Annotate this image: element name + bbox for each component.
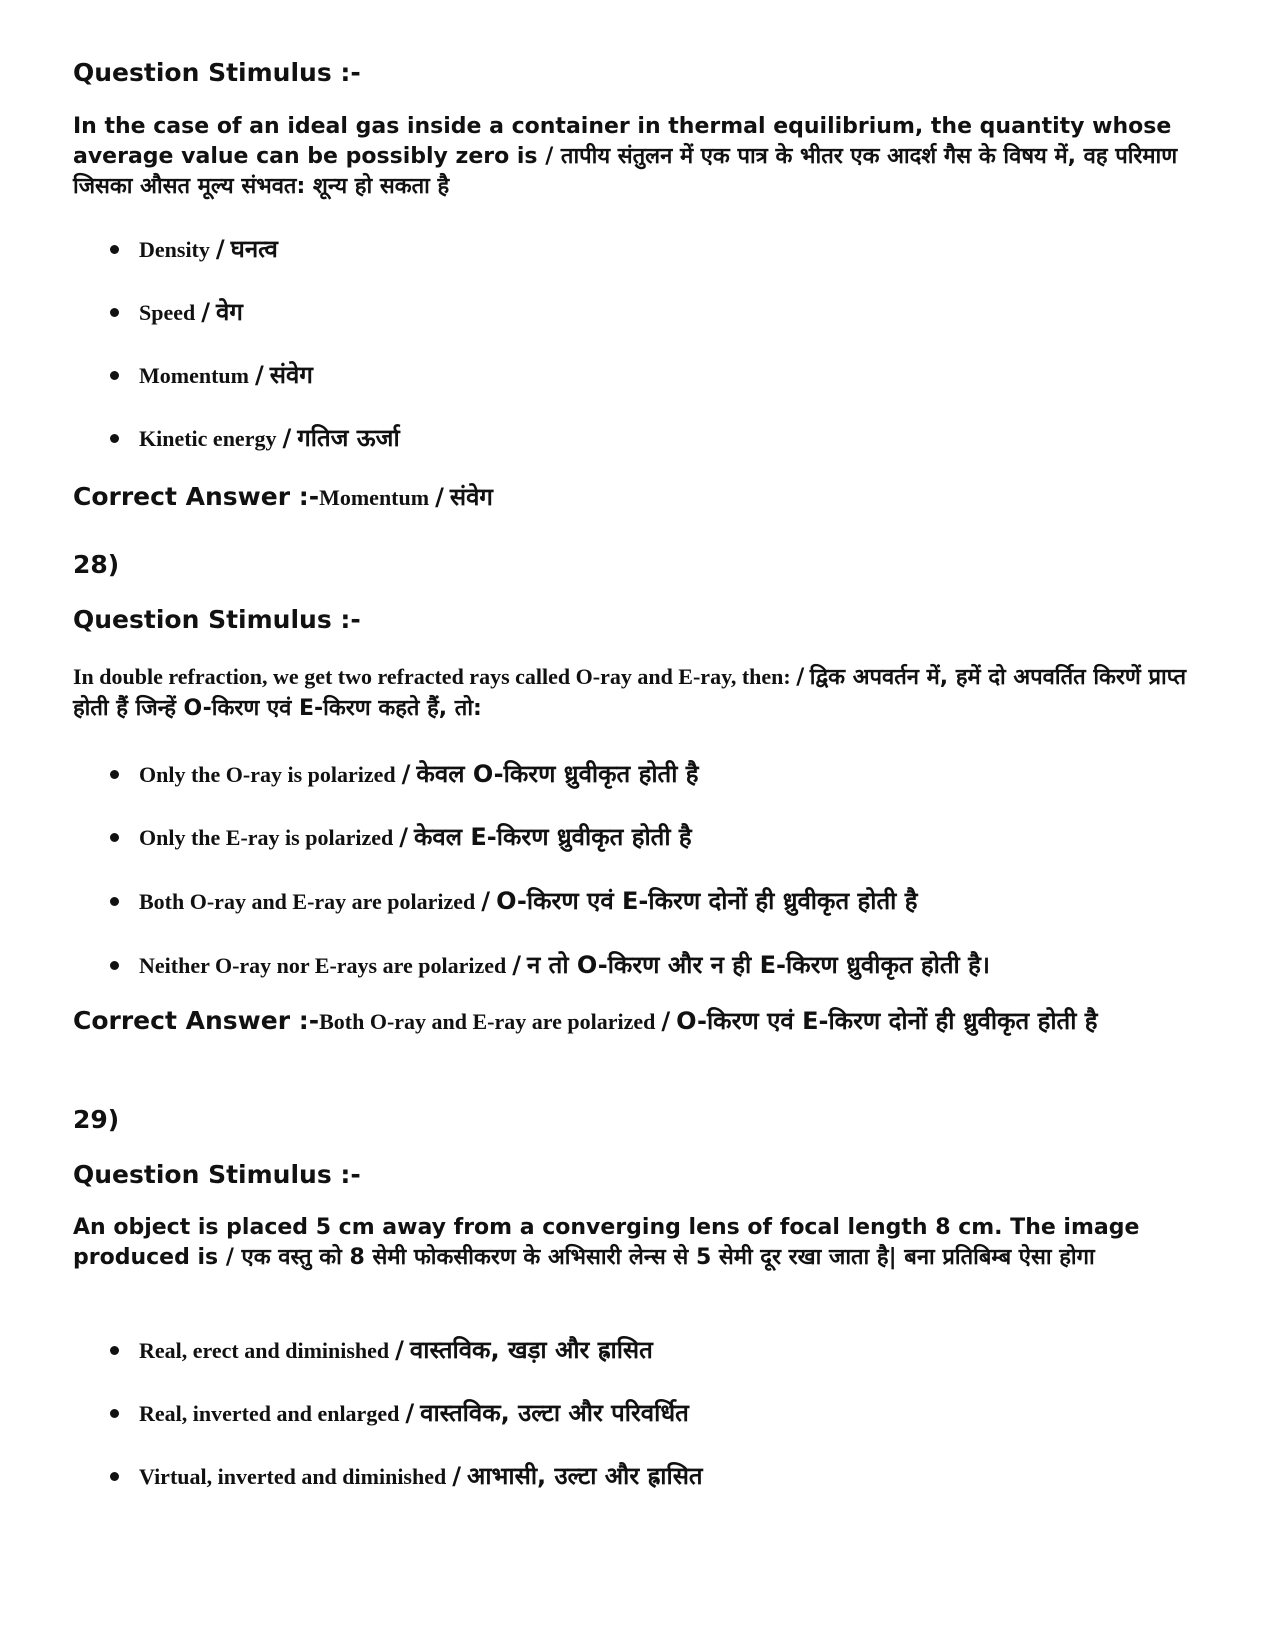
option-separator: /: [282, 424, 292, 452]
correct-answer: [73, 481, 1133, 514]
stem-english: In double refraction, we get two refracted rays called O-ray and E-ray, then:: [73, 664, 791, 689]
option-english: Real, erect and diminished: [139, 1338, 390, 1363]
stem-separator: /: [545, 144, 554, 169]
option-item: [110, 757, 699, 790]
correct-answer-label: Correct Answer :-: [73, 1006, 320, 1035]
option-hindi: घनत्व: [230, 235, 278, 263]
option-item: [110, 948, 990, 981]
option-separator: /: [481, 887, 491, 915]
option-separator: /: [395, 1336, 404, 1364]
option-item: [110, 232, 278, 265]
option-hindi: O-किरण एवं E-किरण दोनों ही ध्रुवीकृत होती है: [496, 887, 918, 915]
option-english: Density: [139, 237, 210, 262]
option-english: Both O-ray and E-ray are polarized: [139, 889, 476, 914]
option-item: [110, 820, 692, 853]
question-number: 29): [73, 1105, 120, 1134]
stem-hindi: तापीय संतुलन में एक पात्र के भीतर एक आदर्श गैस के विषय में, वह परिमाण जिसका औसत मूल्य संभवत: शून्य हो सकता है: [73, 144, 1178, 199]
option-english: Neither O-ray nor E-rays are polarized: [139, 953, 507, 978]
option-english: Momentum: [139, 363, 249, 388]
answer-hindi: O-किरण एवं E-किरण दोनों ही ध्रुवीकृत होती है: [676, 1007, 1098, 1035]
stem-english: In the case of an ideal gas inside a container in thermal equilibrium, the quantity whose average value can be possibly zero is: [73, 114, 1172, 169]
question-stem: [73, 112, 1203, 202]
option-item: [110, 358, 313, 391]
answer-separator: /: [435, 483, 444, 511]
option-english: Real, inverted and enlarged: [139, 1401, 400, 1426]
option-separator: /: [452, 1462, 461, 1490]
option-separator: /: [399, 823, 408, 851]
option-separator: /: [512, 951, 521, 979]
stem-hindi: द्विक अपवर्तन में, हमें दो अपवर्तित किरणें प्राप्त होती हैं जिन्हें O-किरण एवं E-किरण कहते हैं, तो:: [73, 665, 1187, 721]
option-item: [110, 1333, 653, 1366]
option-english: Speed: [139, 300, 196, 325]
stimulus-label: Question Stimulus :-: [73, 58, 361, 87]
option-hindi: केवल O-किरण ध्रुवीकृत होती है: [416, 760, 699, 788]
answer-separator: /: [661, 1007, 671, 1035]
bullet-icon: [110, 833, 119, 842]
option-item: [110, 884, 917, 917]
stem-separator: /: [796, 665, 805, 690]
option-english: Virtual, inverted and diminished: [139, 1464, 447, 1489]
question-stem: [73, 662, 1203, 724]
correct-answer: [73, 1005, 1133, 1038]
stimulus-label: Question Stimulus :-: [73, 605, 361, 634]
option-separator: /: [405, 1399, 415, 1427]
bullet-icon: [110, 1409, 119, 1418]
answer-hindi: संवेग: [449, 483, 493, 511]
stem-separator: /: [225, 1245, 234, 1270]
correct-answer-label: Correct Answer :-: [73, 482, 320, 511]
option-separator: /: [201, 298, 211, 326]
stem-english: An object is placed 5 cm away from a converging lens of focal length 8 cm. The image produced is: [73, 1215, 1140, 1270]
option-item: [110, 295, 243, 328]
bullet-icon: [110, 897, 119, 906]
option-hindi: वास्तविक, खड़ा और ह्रासित: [409, 1336, 653, 1364]
option-hindi: संवेग: [269, 361, 313, 389]
bullet-icon: [110, 961, 119, 970]
bullet-icon: [110, 1346, 119, 1355]
option-item: [110, 1459, 703, 1492]
option-item: [110, 1396, 689, 1429]
question-stem: [73, 1213, 1203, 1273]
option-english: Only the E-ray is polarized: [139, 825, 394, 850]
option-separator: /: [401, 760, 411, 788]
option-separator: /: [254, 361, 264, 389]
bullet-icon: [110, 308, 119, 317]
option-item: [110, 421, 400, 454]
stimulus-label: Question Stimulus :-: [73, 1160, 361, 1189]
option-hindi: वेग: [216, 298, 243, 326]
option-hindi: न तो O-किरण और न ही E-किरण ध्रुवीकृत होती है।: [526, 951, 990, 979]
option-english: Kinetic energy: [139, 426, 277, 451]
bullet-icon: [110, 434, 119, 443]
bullet-icon: [110, 245, 119, 254]
bullet-icon: [110, 770, 119, 779]
question-number: 28): [73, 550, 120, 579]
stem-hindi: एक वस्तु को 8 सेमी फोकसीकरण के अभिसारी लेन्स से 5 सेमी दूर रखा जाता है| बना प्रतिबिम्ब ऐसा होगा: [241, 1245, 1095, 1270]
bullet-icon: [110, 371, 119, 380]
option-separator: /: [215, 235, 225, 263]
answer-english: Both O-ray and E-ray are polarized: [319, 1009, 656, 1034]
option-hindi: आभासी, उल्टा और ह्रासित: [467, 1462, 703, 1490]
option-hindi: गतिज ऊर्जा: [297, 424, 400, 452]
bullet-icon: [110, 1472, 119, 1481]
option-hindi: वास्तविक, उल्टा और परिवर्धित: [420, 1399, 689, 1427]
answer-english: Momentum: [319, 485, 430, 510]
option-english: Only the O-ray is polarized: [139, 762, 396, 787]
option-hindi: केवल E-किरण ध्रुवीकृत होती है: [413, 823, 692, 851]
